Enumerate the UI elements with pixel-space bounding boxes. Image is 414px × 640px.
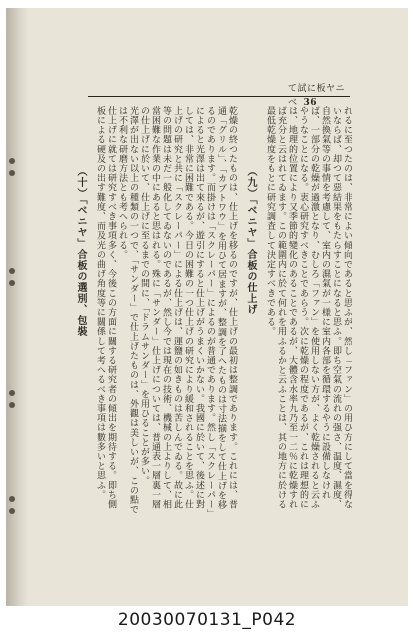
binding-hole <box>9 268 15 274</box>
paragraph-4: 仕上げに就ては研究すべき事項多く、今後この方面に關する研究者の傾出を期待する。即ち側板による硬及の出す難度、而及光の曲げ角度等に關係して考へるべき事項は數多いと思ふ。 <box>95 106 116 510</box>
binding-hole <box>9 402 15 408</box>
header-rule <box>88 96 350 97</box>
paragraph-3: 光澤が出ない以上の種類の一つで、「サンダー」で仕上げたものは、外觀は美しいが、この點では不利な研磨方法とも考へられる。 <box>117 106 138 515</box>
section-heading-9: （九）「ベニヤ」合板の仕上げ <box>245 166 256 315</box>
binding-hole <box>9 158 15 164</box>
page-number: 36 <box>303 98 318 108</box>
binding-hole <box>9 170 15 176</box>
binding-hole <box>9 390 15 396</box>
vertical-text-body <box>56 106 352 516</box>
running-head <box>288 82 348 108</box>
paragraph-1: れるに至つたのは、非常によい傾向であると思ふが、然し「ファン」の用ひ方にして當を得ないならば、却つて惡結果をもたらすことになると思ふ。即ち空氣の流れの强さ、温度、濕度、自然換氣等の事情を考慮して、室内の濕氣が一様に室内各部を循環するやうに設備しなければ、一部分の乾燥が過激となり、むしろ「ファン」を使用しない方が、よく乾燥されると云ふやうなことになる。衷心研究すべきことであらう。次に乾燥の程度であるが、これは理想的には、地理的位置により又季節的變化のあることであるが、大體含水率九乃至一二％に乾燥すれば充分と云はれてゐます。この範圍内に於て何れを用ふるかと云ふことは、其の地方に於ける最低乾燥度をもとに研究調査して決定すべきである。 <box>265 106 352 510</box>
binding-hole <box>9 508 15 514</box>
section-heading-10: （十）「ベニヤ」合板の選別、包裝 <box>75 166 86 337</box>
binding-hole <box>9 496 15 502</box>
running-head-title: て試に板ヤニベ <box>288 84 346 108</box>
archive-caption: 20030070131_P042 <box>117 610 297 630</box>
paragraph-2: 乾燥の終つたものは、仕上げを移るのですが、仕上げの最初は整調であります。これには、普通「グリル」、「カブトワウ」を用ひて居ますが、整調を了へたものは寸法揃をして仕上げを移るのであります。而掛けは「スクレーパー」によるのが普通であります。然し「スクレーパー」によると光澤は出て來るが、遊引にすると仕上げがうまくいかない。我國に於いて、後述に對しては、非常に困難である。今日の困難の一つ仕上げの研究により緩和されることを思ふ。仕上げの研究と共に「スクレーパー」による仕上げは、運鹽の如きものは苦しんでゐる。故に此等の問題は未だ一般化してゐないのであるが、然し今では現在の技術、機械の上よりして、相當困難な作業の中にあると思はれる。殊に「サンダー」仕上げについては、普通表一層裏一層の仕上げに於いて、仕上げに至るまでの間に、「ドラムサンダー」を用ひることが多い。 <box>139 106 237 515</box>
page-binding-shadow <box>6 8 28 606</box>
binding-hole <box>9 280 15 286</box>
